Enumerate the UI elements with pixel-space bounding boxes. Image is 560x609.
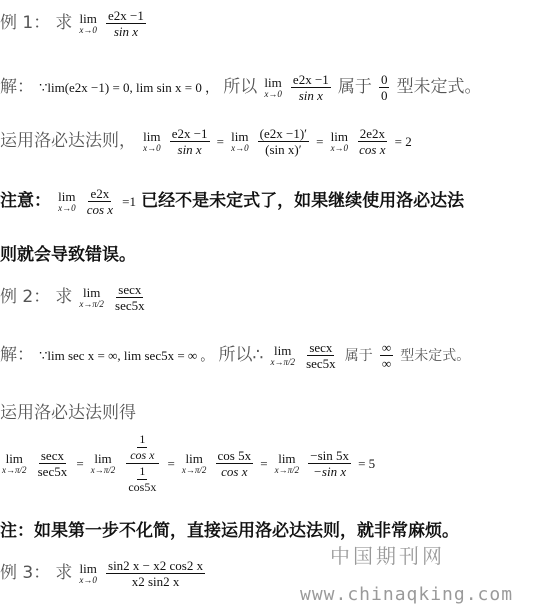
limit-operator: lim x→0 (231, 129, 249, 153)
limit-operator: lim x→0 (79, 11, 97, 35)
example-3-ask: 求 (55, 563, 73, 583)
limit-operator: lim x→π/2 (270, 343, 295, 367)
solution-2-belongs: 属于 (344, 348, 373, 364)
inf-over-inf: $\frac{\infty}{\infty}$ (381, 340, 392, 371)
apply-2-frac-4: $\frac{-\sin 5x}{\text{−sin x}}$ (310, 448, 349, 479)
watermark-cn: 中国期刊网 (330, 544, 445, 568)
note-1-text-1: 已经不是未定式了，如果继续使用洛必达法 (141, 191, 465, 211)
note-1-fraction: $\frac{e2x}{\text{cos x}}$ (86, 186, 114, 217)
solution-2-label: 解： (0, 345, 34, 365)
example-2-ask: 求 (55, 287, 73, 307)
solution-1-belongs: 属于 (337, 77, 372, 97)
apply-1-frac-3: $\frac{2e2x}{\text{cos x}}$ (359, 126, 386, 157)
watermark-url: www.chinaqking.com (300, 584, 514, 605)
apply-1-frac-1: $\frac{e2x -1}{\text{sin x}}$ (171, 126, 208, 157)
note-2-line (0, 516, 560, 541)
apply-2-result: = 5 (358, 456, 376, 471)
limit-operator: lim x→0 (79, 561, 97, 585)
note-1-label: 注意： (0, 191, 51, 211)
apply-1-line: 运用洛必达法则， lim x→0 $\frac{e2x -1}{\text{sin x}}$ = lim x→0 $\frac{(e2x -1)'}{\text{(sin x)′}}$ = lim x→0 $\frac{2e2x}{\text{cos x}}$ = 2 (0, 126, 412, 157)
example-2-fraction: $\frac{\sec x}{\sec 5x}$ (115, 282, 145, 313)
limit-operator: lim x→0 (58, 189, 76, 213)
note-1-line (0, 186, 560, 217)
limit-operator: lim x→π/2 (181, 451, 207, 475)
limit-operator: lim x→π/2 (79, 285, 104, 309)
apply-2-label-line (0, 398, 560, 423)
limit-operator: lim x→0 (264, 75, 282, 99)
apply-2-frac-3: $\frac{\cos 5x}{\text{cos x}}$ (217, 448, 252, 479)
apply-2-label: 运用洛必达法则得 (0, 403, 136, 423)
apply-2-frac-1: $\frac{\sec x}{\sec 5x}$ (37, 448, 68, 479)
solution-1-fraction: $\frac{e2x -1}{\text{sin x}}$ (292, 72, 329, 103)
solution-1-line (0, 72, 560, 103)
solution-2-type: 型未定式。 (400, 348, 471, 364)
note-2-text: 注：如果第一步不化简，直接运用洛必达法则，就非常麻烦。 (0, 521, 459, 541)
example-1-line (0, 8, 560, 39)
solution-2-so: 所以∴ (218, 345, 264, 365)
solution-1-label: 解： (0, 77, 34, 97)
example-3-label: 例 3： (0, 563, 51, 583)
apply-1-label: 运用洛必达法则， (0, 131, 136, 151)
example-2-label: 例 2： (0, 287, 51, 307)
limit-operator: lim x→0 (330, 129, 349, 153)
note-1-eq: =1 (122, 194, 136, 209)
apply-2-line: lim x→π/2 $\frac{\sec x}{\sec 5x}$ = lim x→π/2 $\frac{\frac{1}{\text{cos x}}}{\frac{1}{\cos 5x}}$ = lim x→π/2 $\frac{\cos 5x}{\text{cos x}}$ = lim x→π/2 $\frac{-\sin 5x}{\text{−sin x}}$ = 5 (2, 432, 376, 494)
solution-2-condition: ∵lim sec x = ∞, lim sec5x = ∞ 。 (39, 348, 214, 363)
example-1-ask: 求 (55, 13, 73, 33)
limit-operator: lim x→π/2 (2, 451, 27, 475)
note-1-text-2: 则就会导致错误。 (0, 245, 136, 265)
solution-1-so: 所以 (223, 77, 258, 97)
example-1-fraction: $\frac{e2x -1}{\text{sin x}}$ (108, 8, 144, 39)
solution-1-type: 型未定式。 (396, 77, 482, 97)
limit-operator: lim x→0 (143, 129, 161, 153)
example-3-fraction: $\frac{\sin 2 x - x2 \cos 2 x}{x2 \sin 2 x}$ (108, 558, 204, 589)
note-1-line-2 (0, 240, 560, 265)
solution-2-fraction: $\frac{\sec x}{\sec 5x}$ (306, 340, 336, 371)
limit-operator: lim x→π/2 (90, 451, 116, 475)
solution-1-condition: ∵lim(e2x −1) = 0, lim sin x = 0 ， (39, 80, 219, 95)
apply-1-result: = 2 (394, 134, 412, 149)
example-2-line (0, 282, 560, 313)
example-1-label: 例 1： (0, 13, 51, 33)
limit-operator: lim x→π/2 (274, 451, 300, 475)
solution-2-line (0, 340, 560, 371)
apply-1-frac-2: $\frac{(e2x -1)'}{\text{(sin x)′}}$ (259, 126, 308, 157)
apply-2-frac-2: $\frac{\frac{1}{\text{cos x}}}{\frac{1}{\cos 5x}}$ (124, 432, 160, 495)
zero-over-zero: $\frac{0}{0}$ (380, 72, 388, 103)
